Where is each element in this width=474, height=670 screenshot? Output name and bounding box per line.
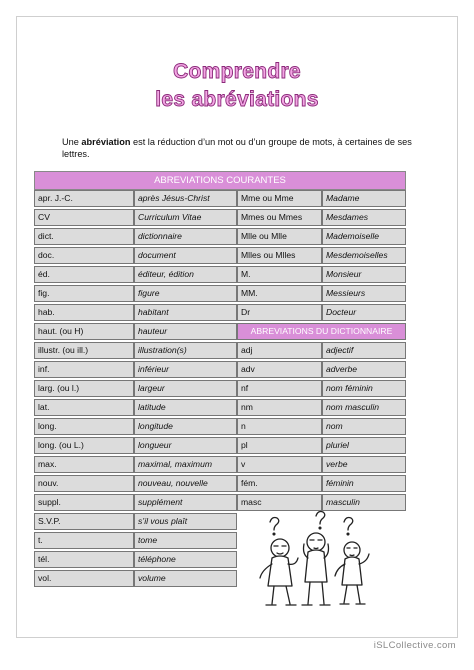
meaning-cell: après Jésus-Christ [134,190,237,207]
meaning-cell: nom [322,418,406,435]
abbreviation-cell: illustr. (ou ill.) [34,342,134,359]
meaning-cell: illustration(s) [134,342,237,359]
abbreviation-cell: tél. [34,551,134,568]
abbreviation-cell: Dr [237,304,322,321]
abbreviation-cell: inf. [34,361,134,378]
page-title-line-1: Comprendre [173,60,301,83]
question-mark-icon [316,512,325,525]
footer-watermark: iSLCollective.com [373,640,456,651]
abbreviation-cell: lat. [34,399,134,416]
abbreviation-cell: n [237,418,322,435]
meaning-cell: féminin [322,475,406,492]
abbreviation-cell: long. (ou L.) [34,437,134,454]
abbreviation-cell: vol. [34,570,134,587]
meaning-cell: Mesdames [322,209,406,226]
intro-paragraph [62,136,418,160]
intro-bold-term: abréviation [81,137,131,147]
meaning-cell: supplément [134,494,237,511]
meaning-cell: Madame [322,190,406,207]
meaning-cell: Messieurs [322,285,406,302]
abbreviation-cell: dict. [34,228,134,245]
meaning-cell: Mesdemoiselles [322,247,406,264]
abbreviation-cell: éd. [34,266,134,283]
meaning-cell: volume [134,570,237,587]
confused-people-illustration [252,508,380,612]
abbreviation-cell: fém. [237,475,322,492]
intro-text-before: Une [62,137,82,147]
meaning-cell: habitant [134,304,237,321]
abbreviation-cell: M. [237,266,322,283]
abbreviation-cell: Mmes ou Mmes [237,209,322,226]
abbreviation-cell: adv [237,361,322,378]
abbreviation-cell: max. [34,456,134,473]
abbreviation-cell: CV [34,209,134,226]
meaning-cell: Docteur [322,304,406,321]
meaning-cell: masculin [322,494,406,511]
meaning-cell: s’il vous plaît [134,513,237,530]
meaning-cell: dictionnaire [134,228,237,245]
meaning-cell: Curriculum Vitae [134,209,237,226]
abbreviation-cell: masc [237,494,322,511]
abbreviation-cell: suppl. [34,494,134,511]
meaning-cell: téléphone [134,551,237,568]
abbreviation-cell: adj [237,342,322,359]
abbreviation-cell: nm [237,399,322,416]
abbreviation-cell: v [237,456,322,473]
abbreviation-cell: larg. (ou l.) [34,380,134,397]
meaning-cell: éditeur, édition [134,266,237,283]
meaning-cell: latitude [134,399,237,416]
meaning-cell: Mademoiselle [322,228,406,245]
meaning-cell: pluriel [322,437,406,454]
meaning-cell: maximal, maximum [134,456,237,473]
abbreviation-cell: t. [34,532,134,549]
abbreviation-cell: haut. (ou H) [34,323,134,340]
abbreviation-cell: apr. J.-C. [34,190,134,207]
abbreviation-cell: MM. [237,285,322,302]
meaning-cell: longueur [134,437,237,454]
abbreviation-cell: S.V.P. [34,513,134,530]
abbreviation-cell: long. [34,418,134,435]
question-mark-icon [344,518,353,531]
intro-text-after: est la réduction d’un mot ou d’un groupe de mots, à certaines de ses lettres. [62,137,412,159]
abbreviation-cell: nouv. [34,475,134,492]
meaning-cell: hauteur [134,323,237,340]
meaning-cell: figure [134,285,237,302]
meaning-cell: nouveau, nouvelle [134,475,237,492]
meaning-cell: nom masculin [322,399,406,416]
abbreviation-cell: nf [237,380,322,397]
abbreviation-cell: pl [237,437,322,454]
abbreviation-cell: fig. [34,285,134,302]
meaning-cell: tome [134,532,237,549]
question-mark-icon [270,518,279,531]
meaning-cell: nom féminin [322,380,406,397]
meaning-cell: largeur [134,380,237,397]
table-header-courantes: ABREVIATIONS COURANTES [34,171,406,190]
abbreviation-cell: Mlles ou Mlles [237,247,322,264]
abbreviation-cell: doc. [34,247,134,264]
meaning-cell: Monsieur [322,266,406,283]
abbreviation-cell: Mme ou Mme [237,190,322,207]
page-title-line-2: les abréviations [155,88,319,111]
meaning-cell: inférieur [134,361,237,378]
meaning-cell: adjectif [322,342,406,359]
meaning-cell: verbe [322,456,406,473]
table-header-dictionnaire: ABREVIATIONS DU DICTIONNAIRE [237,323,406,340]
meaning-cell: document [134,247,237,264]
meaning-cell: longitude [134,418,237,435]
abbreviation-cell: Mlle ou Mlle [237,228,322,245]
meaning-cell: adverbe [322,361,406,378]
abbreviation-cell: hab. [34,304,134,321]
